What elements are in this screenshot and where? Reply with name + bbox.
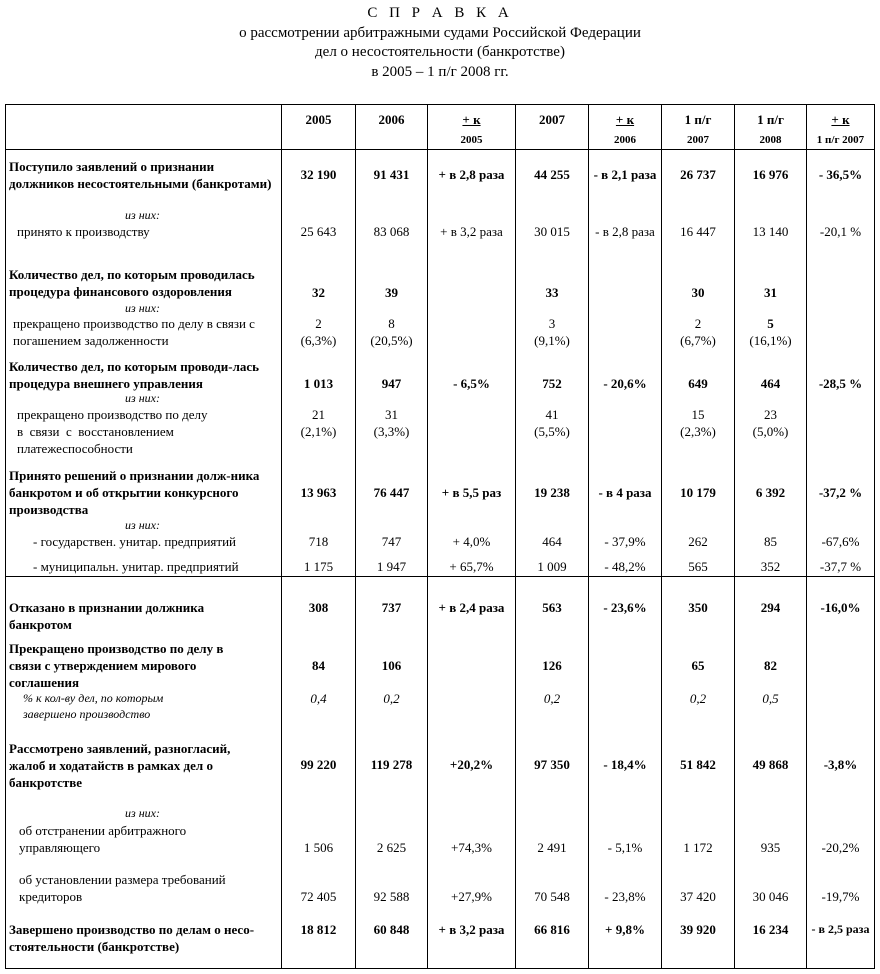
table-border-right xyxy=(874,104,875,969)
note-iz-nih: из них: xyxy=(125,806,160,820)
header-divider xyxy=(5,149,875,150)
note-iz-nih: из них: xyxy=(125,301,160,315)
table-border-left xyxy=(5,104,6,969)
table-border-top xyxy=(5,104,875,105)
note-iz-nih: из них: xyxy=(125,518,160,532)
note-iz-nih: из них: xyxy=(125,391,160,405)
doc-subtitle-1: о рассмотрении арбитражными судами Российской Федерации xyxy=(239,24,641,41)
statistics-table: 2005 2006 + к 2005 2007 + к 2006 1 п/г 2007 1 п/г 2008 + к 1 п/г 2007 Поступило заявлений о признании должников несостоятельными (банкротами) 32 190 91 431 + в 2,8 раза 44 255 - в 2,1 раза 26 737 16 976 - 36,5% из них: принято к производству 25 643 83 068 + в 3,2 раза 30 015 - в 2,8 раза 16 447 13 140 -20,1 % Количество дел, по которым проводилась процедура финансового оздоровления 32 39 33 30 31 из них: прекращено производство по делу в связи с погашением задолженности 2 (6,3%) 8 (20,5%) 3 (9,1%) 2 (6,7%) 5 (16,1%) Количество дел, по которым проводи-лась процедура внешнего управления 1 013 947 - 6,5% 752 - 20,6% 649 464 -28,5 % из них: прекращено производство по делу в связи с восстановлением платежеспособности 21 (2,1%) 31 (3,3%) 41 (5,5%) 15 (2,3%) 23 (5,0%) Принято решений о признании долж-ника банкротом и об открытии конкурсного производства 13 963 76 447 + в 5,5 раз 19 238 - в 4 раза 10 179 6 392 -37,2 % из них: - государствен. унитар. предприятий 718 747 + 4,0% 464 - 37,9% 262 85 -67,6% - муниципальн. унитар. предприятий 1 175 1 947 + 65,7% 1 009 - 48,2% 565 352 -37,7 % Отказано в признании должника банкротом 308 737 + в 2,4 раза 563 - 23,6% 350 294 -16,0% Прекращено производство по делу в связи с утверждением мирового соглашения 84 106 126 65 82 % к кол-ву дел, по которым завершено производство 0,4 0,2 0,2 0,2 0,5 Рассмотрено заявлений, разногласий, жалоб и ходатайств в рамках дел о банкротстве 99 220 119 278 +20,2% 97 350 - 18,4% 51 842 49 868 -3,8% из них: об отстранении арбитражного управляющего 1 506 2 625 +74,3% 2 491 - 5,1% 1 172 935 -20,2% об установлении размера требований кредиторов 72 405 92 588 +27,9% 70 548 - 23,8% 37 420 30 046 -19,7% Завершено производство по делам о несо-стоятельности (банкротстве) 18 812 60 848 + в 3,2 раза 66 816 + 9,8% 39 920 16 234 - в 2,5 раза xyxy=(5,104,875,969)
document-header xyxy=(0,4,880,82)
doc-title: С П Р А В К А xyxy=(367,5,513,21)
section-divider xyxy=(5,576,875,577)
doc-period: в 2005 – 1 п/г 2008 гг. xyxy=(371,63,509,80)
doc-subtitle-2: дел о несостоятельности (банкротстве) xyxy=(315,44,565,60)
note-iz-nih: из них: xyxy=(125,208,160,222)
table-border-bottom xyxy=(5,968,875,969)
